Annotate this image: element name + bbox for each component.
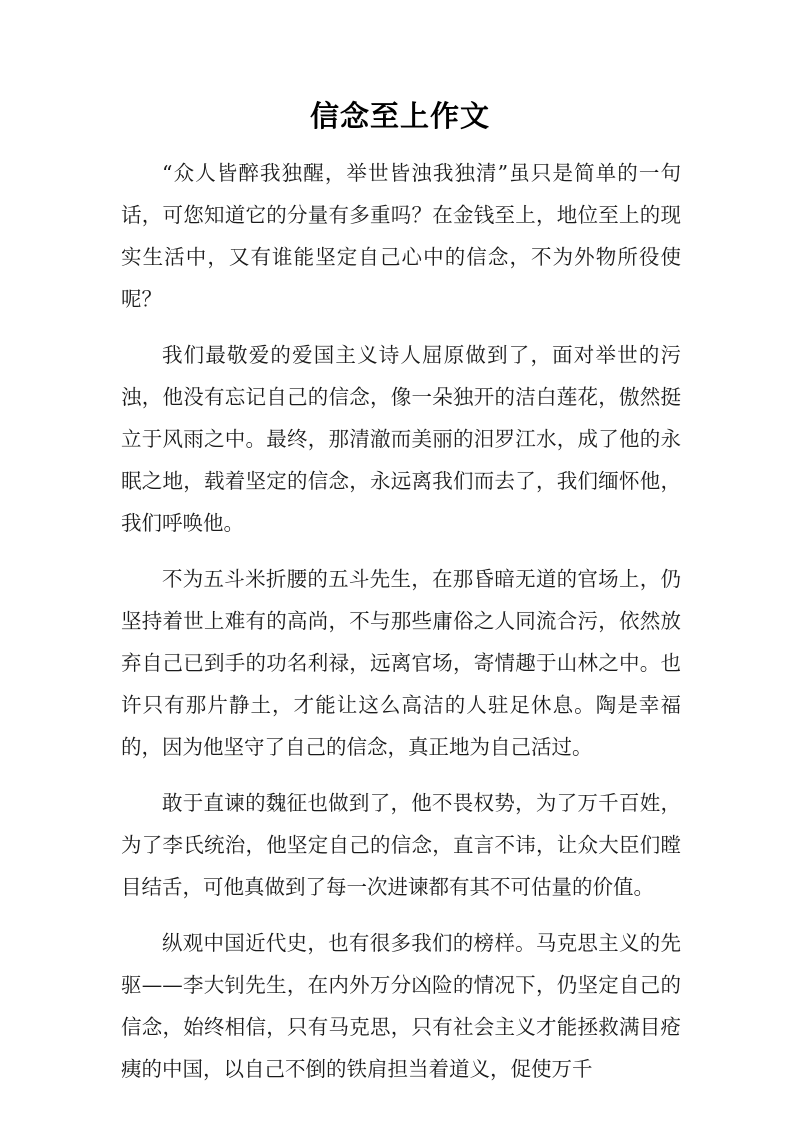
paragraph: “众人皆醉我独醒，举世皆浊我独清”虽只是简单的一句话，可您知道它的分量有多重吗？在金钱至上，地位至上的现实生活中，又有谁能坚定自己心中的信念，不为外物所役使呢？ bbox=[121, 161, 681, 311]
paragraph: 不为五斗米折腰的五斗先生，在那昏暗无道的官场上，仍坚持着世上难有的高尚，不与那些庸俗之人同流合污，依然放弃自己已到手的功名利禄，远离官场，寄情趣于山林之中。也许只有那片静土，才能让这么高洁的人驻足休息。陶是幸福的，因为他坚守了自己的信念，真正地为自己活过。 bbox=[121, 567, 681, 759]
paragraph: 纵观中国近代史，也有很多我们的榜样。马克思主义的先驱——李大钊先生，在内外万分凶险的情况下，仍坚定自己的信念，始终相信，只有马克思，只有社会主义才能拯救满目疮痍的中国，以自己不倒的铁肩担当着道义，促使万千 bbox=[121, 931, 681, 1081]
paragraph: 敢于直谏的魏征也做到了，他不畏权势，为了万千百姓，为了李氏统治，他坚定自己的信念，直言不讳，让众大臣们瞠目结舌，可他真做到了每一次进谏都有其不可估量的价值。 bbox=[121, 791, 681, 899]
document-title: 信念至上作文 bbox=[309, 99, 490, 133]
paragraph: 我们最敬爱的爱国主义诗人屈原做到了，面对举世的污浊，他没有忘记自己的信念，像一朵独开的洁白莲花，傲然挺立于风雨之中。最终，那清澈而美丽的汨罗江水，成了他的永眠之地，载着坚定的信念，永远离我们而去了，我们缅怀他，我们呼唤他。 bbox=[121, 343, 681, 535]
document-body bbox=[121, 152, 681, 1104]
